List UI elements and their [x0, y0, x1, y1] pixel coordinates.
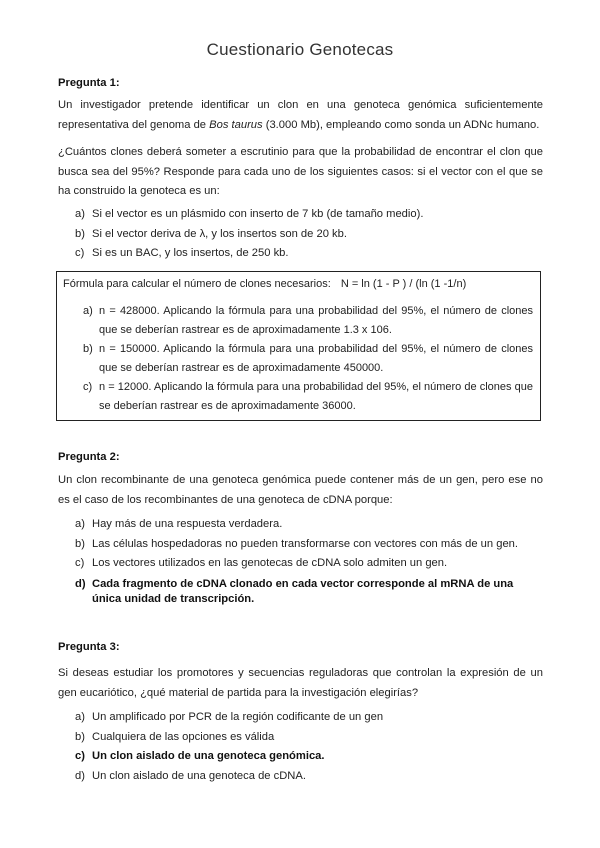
option-text: Un clon aislado de una genoteca genómica.: [92, 750, 325, 762]
option-item-correct: [75, 747, 545, 767]
option-text: Un clon aislado de una genoteca de cDNA.: [92, 769, 306, 782]
option-text: Las células hospedadoras no pueden transformarse con vectores con más de un gen.: [92, 537, 519, 550]
option-text: Cada fragmento de cDNA clonado en cada vector corresponde al mRNA de una única unidad de transcripción.: [92, 577, 514, 605]
option-text: Un amplificado por PCR de la región codificante de un gen: [92, 711, 384, 723]
option-text: Los vectores utilizados en las genotecas de cDNA solo admiten un gen.: [92, 557, 448, 569]
option-letter: a): [75, 208, 85, 220]
option-item-correct: [75, 574, 545, 608]
answer-text: n = 428000. Aplicando la fórmula para una probabilidad del 95%, el número de clones que se deberían rastrear es de aproximadamente 1.3 x 106.: [99, 305, 533, 336]
option-item: [75, 515, 545, 535]
question-2-text: Un clon recombinante de una genoteca genómica puede contener más de un gen, pero ese no es el caso de los recombinantes de una genoteca de cDNA porque:: [58, 474, 543, 506]
answer-letter: b): [83, 343, 93, 355]
option-text: Hay más de una respuesta verdadera.: [92, 518, 283, 530]
option-item: [75, 244, 545, 264]
question-1-intro-post: (3.000 Mb), empleando como sonda un ADNc humano.: [262, 118, 540, 131]
question-3-text: Si deseas estudiar los promotores y secuencias reguladoras que controlan la expresión de un gen eucariótico, ¿qué material de partida para la investigación elegirías?: [58, 667, 543, 699]
option-letter: d): [75, 769, 85, 782]
formula: N = ln (1 - P ) / (ln (1 -1/n): [340, 278, 467, 290]
option-item: [75, 225, 545, 245]
answer-text: n = 150000. Aplicando la fórmula para una probabilidad del 95%, el número de clones que se deberían rastrear es de aproximadamente 450000.: [99, 343, 533, 374]
option-letter: c): [75, 247, 85, 259]
answer-list: [83, 302, 533, 416]
question-1-intro: [58, 96, 543, 135]
question-3-options: [75, 708, 545, 786]
option-letter: b): [75, 227, 85, 240]
answer-item: [83, 340, 533, 378]
question-1-intro-pre: Un investigador pretende identificar un clon en una genoteca genómica suficientemente representativa del genoma de: [58, 99, 543, 131]
answer-text: n = 12000. Aplicando la fórmula para una probabilidad del 95%, el número de clones que se deberían rastrear es de aproximadamente 36000.: [99, 381, 533, 412]
option-letter: b): [75, 730, 85, 743]
question-1-heading: Pregunta 1:: [58, 77, 120, 89]
answer-item: [83, 302, 533, 340]
option-letter: c): [75, 750, 85, 762]
option-letter: b): [75, 537, 85, 550]
answer-box: [56, 271, 541, 421]
formula-line: [63, 276, 466, 292]
option-text: Cualquiera de las opciones es válida: [92, 730, 275, 743]
option-text: Si el vector deriva de λ, y los insertos son de 20 kb.: [92, 227, 347, 240]
option-item: [75, 708, 545, 728]
option-letter: a): [75, 518, 85, 530]
answer-letter: a): [83, 305, 93, 317]
species-name: Bos taurus: [209, 118, 263, 131]
answer-item: [83, 378, 533, 416]
answer-letter: c): [83, 381, 93, 393]
option-item: [75, 205, 545, 225]
question-2-options: [75, 515, 545, 608]
option-item: [75, 554, 545, 574]
question-1-options: [75, 205, 545, 264]
question-2-heading: Pregunta 2:: [58, 451, 120, 463]
formula-label: Fórmula para calcular el número de clones necesarios:: [63, 278, 331, 290]
question-3-heading: Pregunta 3:: [58, 641, 120, 653]
document-title: Cuestionario Genotecas: [206, 40, 394, 59]
option-letter: c): [75, 557, 85, 569]
option-text: Si el vector es un plásmido con inserto de 7 kb (de tamaño medio).: [92, 208, 424, 220]
question-1-text: ¿Cuántos clones deberá someter a escrutinio para que la probabilidad de encontrar el clon que busca sea del 95%? Responde para cada uno de los siguientes casos: si el vector con el que se ha construido la genoteca es un:: [58, 146, 543, 197]
option-item: [75, 767, 545, 787]
option-letter: a): [75, 711, 85, 723]
option-item: [75, 728, 545, 748]
option-item: [75, 535, 545, 555]
option-letter: d): [75, 577, 86, 590]
option-text: Si es un BAC, y los insertos, de 250 kb.: [92, 247, 289, 259]
